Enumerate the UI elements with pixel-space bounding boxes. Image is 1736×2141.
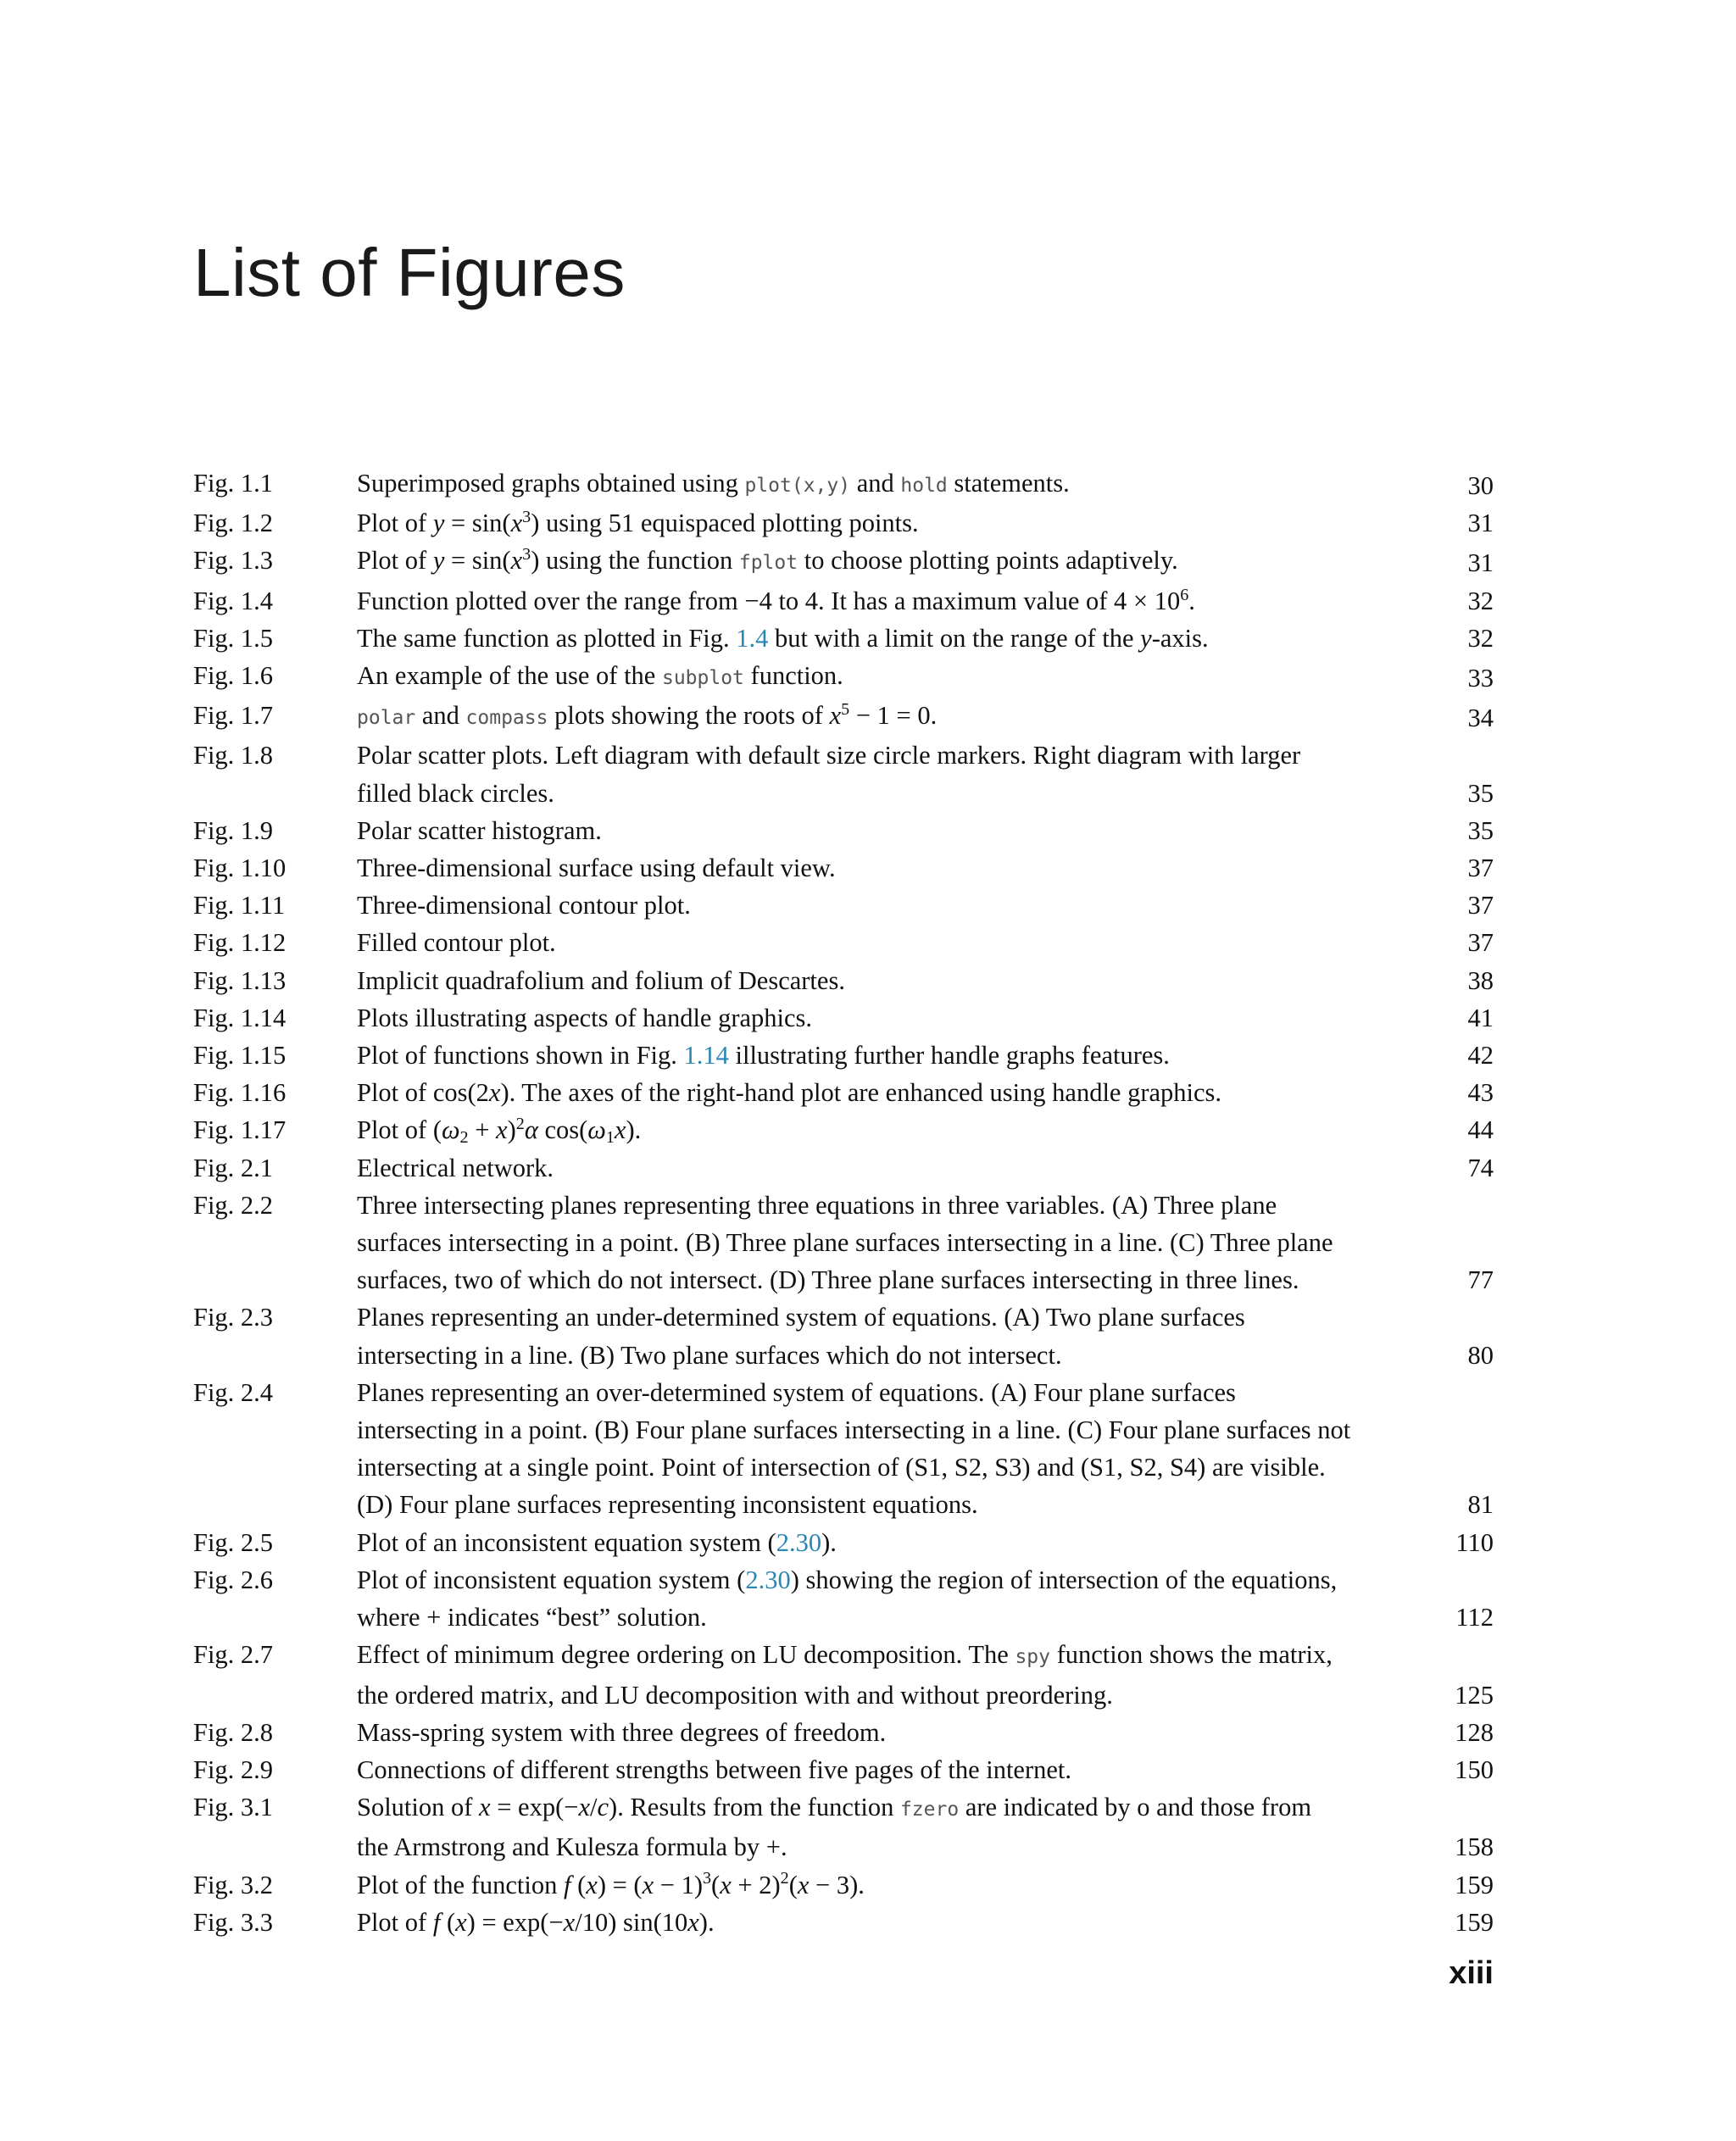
- page-number: 42: [1467, 1041, 1494, 1070]
- figure-caption: Plot of inconsistent equation system (2.30) showing the region of intersection of the equations, where + indicates “best” solution.: [357, 1565, 1338, 1632]
- figure-label: Fig. 2.9: [193, 1755, 274, 1784]
- figure-caption: Plot of the function f $(x) = (x - 1)^3(x + 2)^2(x - 3)$.: [357, 1869, 865, 1899]
- page-number: 32: [1467, 623, 1494, 653]
- figure-entry: [193, 1074, 1494, 1111]
- page-number: 158: [1455, 1832, 1494, 1862]
- figure-caption: Filled contour plot.: [357, 928, 556, 958]
- code-polar: polar: [357, 707, 416, 730]
- figure-label: Fig. 1.14: [193, 1003, 287, 1032]
- figure-entry: [193, 1788, 1494, 1866]
- figure-ref-link[interactable]: 1.4: [736, 623, 769, 653]
- figure-label: Fig. 3.3: [193, 1907, 274, 1937]
- page-number: 34: [1467, 703, 1494, 733]
- figure-entry: [193, 657, 1494, 697]
- page-number: 74: [1467, 1153, 1494, 1182]
- figure-label: Fig. 2.5: [193, 1527, 274, 1557]
- figure-caption: Function plotted over the range from −4 to 4. It has a maximum value of $4 \times 10^6$.: [357, 585, 1195, 615]
- page-number: 128: [1455, 1717, 1494, 1747]
- equation-ref-link[interactable]: 2.30: [745, 1565, 791, 1594]
- figure-label: Fig. 1.15: [193, 1041, 287, 1070]
- page-number: 37: [1467, 928, 1494, 958]
- page-number: 77: [1467, 1265, 1494, 1295]
- page-number: 110: [1455, 1527, 1494, 1557]
- figure-label: Fig. 1.12: [193, 928, 287, 958]
- figure-entry: [193, 1111, 1494, 1148]
- page-number: 37: [1467, 891, 1494, 920]
- figure-label: Fig. 1.16: [193, 1078, 287, 1108]
- figure-entry: [193, 542, 1494, 581]
- figure-entry: [193, 504, 1494, 542]
- figure-caption: Plot of $y = \sin(x^3)$ using the function fplot to choose plotting points adaptively.: [357, 545, 1178, 576]
- figure-entry: [193, 1187, 1494, 1299]
- page-number: 35: [1467, 815, 1494, 845]
- equation-ref-link[interactable]: 2.30: [776, 1527, 822, 1557]
- page-number: 81: [1467, 1490, 1494, 1520]
- figure-label: Fig. 1.3: [193, 546, 274, 576]
- figure-entry: [193, 887, 1494, 924]
- figure-label: Fig. 1.13: [193, 965, 287, 995]
- page-number: 37: [1467, 854, 1494, 883]
- figure-caption: Mass-spring system with three degrees of freedom.: [357, 1717, 887, 1747]
- figure-caption: Plot of cos(2x). The axes of the right-hand plot are enhanced using handle graphics.: [357, 1078, 1222, 1108]
- figure-entry: [193, 1037, 1494, 1074]
- page-number: 80: [1467, 1340, 1494, 1370]
- figure-label: Fig. 1.9: [193, 815, 274, 845]
- figure-label: Fig. 1.2: [193, 509, 274, 538]
- figure-list: [193, 464, 1494, 1941]
- figure-caption: Effect of minimum degree ordering on LU decomposition. The spy function shows the matrix, the ordered matrix, and LU decomposition with and without preordering.: [357, 1640, 1333, 1710]
- figure-entry: [193, 1714, 1494, 1751]
- figure-caption: An example of the use of the subplot function.: [357, 661, 843, 691]
- figure-label: Fig. 1.1: [193, 469, 274, 498]
- figure-entry: [193, 1751, 1494, 1788]
- figure-caption: Connections of different strengths between five pages of the internet.: [357, 1755, 1072, 1784]
- figure-caption: Planes representing an under-determined system of equations. (A) Two plane surfaces intersecting in a line. (B) Two plane surfaces which do not intersect.: [357, 1303, 1245, 1370]
- figure-ref-link[interactable]: 1.14: [683, 1041, 729, 1070]
- figure-caption: Implicit quadrafolium and folium of Descartes.: [357, 965, 845, 995]
- figure-caption: Plot of $(\omega_2 + x)^2\alpha$ $\cos(\omega_1x)$.: [357, 1115, 642, 1148]
- figure-label: Fig. 2.3: [193, 1303, 274, 1332]
- page-number: 150: [1455, 1755, 1494, 1784]
- figure-entry: [193, 999, 1494, 1037]
- figure-entry: [193, 1149, 1494, 1187]
- figure-caption: Plot of f (x) = exp(−x/10) sin(10x).: [357, 1907, 715, 1937]
- figure-label: Fig. 2.7: [193, 1640, 274, 1670]
- page-number: 159: [1455, 1870, 1494, 1899]
- figure-entry: [193, 962, 1494, 999]
- figure-label: Fig. 1.10: [193, 854, 287, 883]
- figure-caption: The same function as plotted in Fig. 1.4 but with a limit on the range of the y-axis.: [357, 623, 1209, 653]
- figure-caption: Plots illustrating aspects of handle graphics.: [357, 1003, 813, 1032]
- page-number: 38: [1467, 965, 1494, 995]
- figure-caption: Plot of functions shown in Fig. 1.14 illustrating further handle graphs features.: [357, 1041, 1170, 1070]
- figure-entry: [193, 1636, 1494, 1713]
- figure-caption: Electrical network.: [357, 1153, 554, 1182]
- page-number: 32: [1467, 586, 1494, 615]
- code-fplot: fplot: [738, 552, 798, 575]
- figure-label: Fig. 2.1: [193, 1153, 274, 1182]
- page-number: 125: [1455, 1680, 1494, 1710]
- figure-label: Fig. 2.6: [193, 1565, 274, 1594]
- figure-entry: [193, 1299, 1494, 1373]
- figure-entry: [193, 737, 1494, 811]
- figure-caption: Polar scatter histogram.: [357, 815, 602, 845]
- figure-entry: [193, 1374, 1494, 1524]
- figure-caption: Plot of $y = \sin(x^3)$ using 51 equispaced plotting points.: [357, 508, 919, 538]
- page-number: 35: [1467, 778, 1494, 808]
- page-number: 31: [1467, 548, 1494, 578]
- figure-entry: [193, 582, 1494, 620]
- figure-label: Fig. 3.2: [193, 1870, 274, 1899]
- figure-label: Fig. 1.6: [193, 661, 274, 691]
- figure-label: Fig. 2.8: [193, 1717, 274, 1747]
- figure-entry: [193, 620, 1494, 657]
- page-number: 112: [1455, 1603, 1494, 1632]
- page-number: 33: [1467, 664, 1494, 693]
- figure-entry: [193, 812, 1494, 849]
- figure-entry: [193, 1904, 1494, 1941]
- figure-entry: [193, 1561, 1494, 1636]
- page-title: List of Figures: [193, 235, 626, 310]
- page-number: 44: [1467, 1115, 1494, 1145]
- figure-caption: Three-dimensional surface using default view.: [357, 854, 836, 883]
- figure-label: Fig. 1.8: [193, 741, 274, 770]
- figure-label: Fig. 1.11: [193, 891, 286, 920]
- page-number: 30: [1467, 471, 1494, 500]
- figure-caption: Three intersecting planes representing three equations in three variables. (A) Three plane surfaces intersecting in a point. (B) Three plane surfaces intersecting in a line. (C) Three plane surfaces, two of which do not intersect. (D) Three plane surfaces intersecting in three lines.: [357, 1190, 1333, 1295]
- figure-entry: [193, 924, 1494, 961]
- figure-caption: Three-dimensional contour plot.: [357, 891, 691, 920]
- code-hold: hold: [900, 475, 948, 497]
- page-folio: xiii: [1449, 1955, 1494, 1991]
- page-number: 159: [1455, 1907, 1494, 1937]
- code-spy: spy: [1015, 1646, 1050, 1669]
- figure-entry: [193, 464, 1494, 504]
- figure-label: Fig. 2.2: [193, 1190, 274, 1220]
- figure-label: Fig. 1.17: [193, 1115, 287, 1145]
- figure-label: Fig. 1.5: [193, 623, 274, 653]
- page-number: 31: [1467, 509, 1494, 538]
- code-compass: compass: [465, 707, 548, 730]
- figure-caption: Superimposed graphs obtained using plot(x,y) and hold statements.: [357, 469, 1070, 498]
- figure-label: Fig. 1.7: [193, 701, 274, 731]
- code-subplot: subplot: [661, 667, 744, 690]
- code-fzero: fzero: [899, 1799, 960, 1821]
- figure-label: Fig. 2.4: [193, 1377, 274, 1407]
- figure-entry: [193, 697, 1494, 737]
- figure-entry: [193, 1524, 1494, 1561]
- page-number: 41: [1467, 1003, 1494, 1032]
- figure-label: Fig. 3.1: [193, 1793, 274, 1822]
- code-plot: plot(x,y): [744, 475, 851, 497]
- figure-caption: Solution of x = exp(−x/c). Results from the function fzero are indicated by o and those from the Armstrong and Kulesza formula by +.: [357, 1793, 1312, 1862]
- figure-caption: polar and compass plots showing the roots of $x^5 - 1 = 0$.: [357, 700, 938, 731]
- page-number: 43: [1467, 1078, 1494, 1108]
- figure-entry: [193, 1866, 1494, 1904]
- figure-caption: Plot of an inconsistent equation system (2.30).: [357, 1527, 837, 1557]
- figure-caption: Planes representing an over-determined system of equations. (A) Four plane surfaces intersecting in a point. (B) Four plane surfaces intersecting in a line. (C) Four plane surfaces not intersecting at a single point. Point of intersection of (S1, S2, S3) and (S1, S2, S4) are visible. (D) Four plane surfaces representing inconsistent equations.: [357, 1377, 1351, 1520]
- figure-entry: [193, 849, 1494, 887]
- figure-label: Fig. 1.4: [193, 586, 274, 615]
- figure-caption: Polar scatter plots. Left diagram with default size circle markers. Right diagram with larger filled black circles.: [357, 741, 1301, 808]
